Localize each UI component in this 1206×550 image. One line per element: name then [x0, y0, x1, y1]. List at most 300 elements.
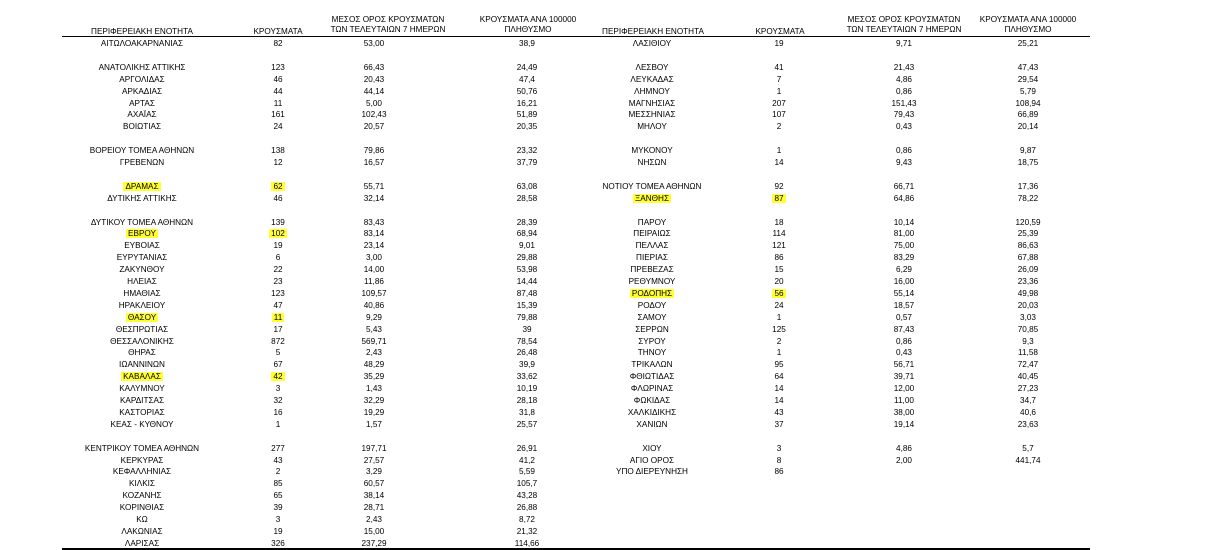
cases-value: 18 — [774, 217, 784, 227]
avg7-value: 21,43 — [893, 62, 915, 72]
header-avg7-right-line2: ΤΩΝ ΤΕΛΕΥΤΑΙΩΝ 7 ΗΜΕΡΩΝ — [846, 25, 962, 34]
cases-value: 14 — [774, 384, 784, 394]
cases-value: 64 — [774, 372, 784, 382]
avg7-value: 20,57 — [363, 122, 385, 132]
cell-per100k — [958, 312, 1098, 323]
avg7-value: 20,43 — [363, 74, 385, 84]
per100k-value: 23,32 — [516, 146, 538, 156]
avg7-value: 35,29 — [363, 372, 385, 382]
cell-cases — [709, 217, 849, 228]
avg7-value: 0,43 — [896, 348, 912, 358]
cell-cases — [709, 121, 849, 132]
cases-value: 107 — [772, 110, 786, 120]
region-value: ΑΝΑΤΟΛΙΚΗΣ ΑΤΤΙΚΗΣ — [98, 62, 186, 72]
cell-region — [72, 288, 212, 299]
cell-region — [72, 312, 212, 323]
region-value: ΚΩ — [136, 515, 148, 524]
cases-value: 37 — [774, 419, 784, 429]
region-value: ΘΑΣΟΥ — [127, 312, 157, 322]
cell-per100k — [457, 157, 597, 168]
cell-avg7 — [834, 157, 974, 168]
avg7-value: 3,29 — [366, 467, 382, 477]
cases-value: 123 — [271, 62, 285, 72]
cases-value: 19 — [774, 39, 784, 48]
per100k-value: 27,23 — [1017, 384, 1039, 394]
cell-avg7 — [304, 419, 444, 430]
cases-value: 32 — [273, 396, 283, 405]
region-value: ΞΑΝΘΗΣ — [634, 193, 670, 203]
region-value: ΤΗΝΟΥ — [637, 348, 667, 358]
per100k-value: 23,36 — [1017, 277, 1039, 286]
cell-cases — [709, 336, 849, 347]
per100k-value: 20,03 — [1017, 300, 1039, 310]
cell-region — [582, 419, 722, 430]
region-value: ΚΕΦΑΛΛΗΝΙΑΣ — [112, 467, 172, 477]
cell-cases — [709, 371, 849, 382]
region-value: ΠΕΛΛΑΣ — [635, 241, 669, 251]
cell-per100k — [457, 502, 597, 513]
cases-value: 872 — [271, 336, 285, 346]
region-value: ΕΥΡΥΤΑΝΙΑΣ — [116, 253, 168, 263]
avg7-value: 5,43 — [366, 324, 382, 334]
cell-region — [72, 217, 212, 228]
cell-avg7 — [304, 300, 444, 311]
cell-region — [72, 395, 212, 406]
cell-region — [72, 86, 212, 97]
cases-value: 1 — [776, 146, 782, 156]
cell-cases — [709, 466, 849, 477]
region-value: ΔΡΑΜΑΣ — [125, 181, 159, 191]
avg7-value: 19,14 — [893, 419, 915, 429]
avg7-value: 2,43 — [366, 515, 382, 524]
cell-per100k — [958, 157, 1098, 168]
region-value: ΦΛΩΡΙΝΑΣ — [630, 384, 674, 394]
cell-cases — [709, 419, 849, 430]
per100k-value: 18,75 — [1017, 158, 1039, 167]
cell-cases — [709, 145, 849, 156]
per100k-value: 21,32 — [516, 526, 538, 536]
cell-per100k — [958, 300, 1098, 311]
per100k-value: 87,48 — [516, 288, 538, 298]
region-value: ΡΕΘΥΜΝΟΥ — [628, 277, 676, 286]
cell-per100k — [958, 347, 1098, 358]
avg7-value: 28,71 — [363, 503, 385, 513]
cases-value: 16 — [273, 407, 283, 417]
avg7-value: 0,57 — [896, 312, 912, 322]
header-avg7-left-line1: ΜΕΣΟΣ ΟΡΟΣ ΚΡΟΥΣΜΑΤΩΝ — [331, 15, 445, 24]
cell-cases — [709, 276, 849, 287]
region-value: ΗΡΑΚΛΕΙΟΥ — [118, 300, 166, 310]
per100k-value: 9,01 — [519, 241, 535, 251]
cell-region — [582, 121, 722, 132]
cell-region — [72, 38, 212, 49]
cell-region — [582, 455, 722, 466]
cases-value: 82 — [273, 39, 283, 48]
avg7-value: 38,00 — [893, 407, 915, 417]
region-value: ΑΧΑΪΑΣ — [127, 110, 157, 120]
cell-avg7 — [304, 228, 444, 239]
cell-avg7 — [834, 145, 974, 156]
cell-region — [582, 240, 722, 251]
cell-per100k — [958, 38, 1098, 49]
avg7-value: 32,29 — [363, 396, 385, 405]
cell-avg7 — [304, 276, 444, 287]
per100k-value: 3,03 — [1020, 312, 1036, 322]
cell-region — [72, 526, 212, 537]
region-value: ΜΕΣΣΗΝΙΑΣ — [628, 110, 676, 120]
cell-avg7 — [304, 109, 444, 120]
cell-region — [72, 157, 212, 168]
cell-region — [582, 252, 722, 263]
cases-value: 17 — [273, 324, 283, 334]
cell-per100k — [958, 252, 1098, 263]
cell-avg7 — [304, 466, 444, 477]
region-value: ΔΥΤΙΚΗΣ ΑΤΤΙΚΗΣ — [107, 193, 177, 203]
avg7-value: 0,43 — [896, 122, 912, 132]
cases-value: 42 — [273, 372, 283, 382]
cell-region — [72, 228, 212, 239]
cell-per100k — [457, 98, 597, 109]
cell-per100k — [457, 240, 597, 251]
avg7-value: 66,43 — [363, 62, 385, 72]
per100k-value: 86,63 — [1017, 241, 1039, 251]
cell-avg7 — [304, 371, 444, 382]
region-value: ΑΓΙΟ ΟΡΟΣ — [629, 455, 675, 465]
region-value: ΚΑΡΔΙΤΣΑΣ — [119, 396, 165, 405]
cell-region — [72, 240, 212, 251]
per100k-value: 9,3 — [1022, 336, 1034, 346]
cell-avg7 — [304, 121, 444, 132]
avg7-value: 11,86 — [364, 277, 384, 286]
avg7-value: 0,86 — [896, 336, 912, 346]
cell-avg7 — [304, 490, 444, 501]
cases-value: 41 — [774, 62, 784, 72]
cell-region — [582, 86, 722, 97]
avg7-value: 9,29 — [366, 312, 382, 322]
avg7-value: 11,00 — [894, 396, 914, 405]
cell-avg7 — [834, 240, 974, 251]
per100k-value: 441,74 — [1015, 455, 1041, 465]
cell-per100k — [457, 383, 597, 394]
header-region-right: ΠΕΡΙΦΕΡΕΙΑΚΗ ΕΝΟΤΗΤΑ — [602, 27, 704, 36]
per100k-value: 34,7 — [1020, 396, 1036, 405]
per100k-value: 26,09 — [1017, 265, 1039, 275]
cell-avg7 — [834, 419, 974, 430]
cell-per100k — [958, 181, 1098, 192]
per100k-value: 68,94 — [516, 229, 538, 239]
cell-avg7 — [834, 98, 974, 109]
per100k-value: 17,36 — [1017, 181, 1039, 191]
cases-value: 207 — [772, 98, 786, 108]
avg7-value: 2,00 — [896, 455, 912, 465]
cases-value: 14 — [774, 158, 784, 167]
avg7-value: 40,86 — [363, 300, 385, 310]
cell-per100k — [457, 109, 597, 120]
cell-per100k — [958, 288, 1098, 299]
region-value: ΧΙΟΥ — [642, 443, 662, 453]
header-avg7-right-line1: ΜΕΣΟΣ ΟΡΟΣ ΚΡΟΥΣΜΑΤΩΝ — [847, 15, 961, 24]
cell-cases — [709, 407, 849, 418]
region-value: ΛΑΡΙΣΑΣ — [124, 538, 160, 548]
per100k-value: 26,88 — [516, 503, 538, 513]
cell-region — [72, 347, 212, 358]
per100k-value: 25,21 — [1017, 39, 1039, 48]
cell-region — [582, 109, 722, 120]
avg7-value: 1,57 — [366, 419, 382, 429]
region-value: ΜΗΛΟΥ — [637, 122, 667, 132]
cell-per100k — [457, 514, 597, 525]
per100k-value: 11,58 — [1018, 348, 1038, 358]
region-value: ΧΑΝΙΩΝ — [636, 419, 668, 429]
cases-value: 85 — [273, 479, 283, 489]
avg7-value: 32,14 — [363, 193, 385, 203]
avg7-value: 83,43 — [363, 217, 385, 227]
region-value: ΣΥΡΟΥ — [638, 336, 666, 346]
avg7-value: 12,00 — [893, 384, 915, 394]
cell-region — [582, 336, 722, 347]
avg7-value: 2,43 — [366, 348, 382, 358]
cell-avg7 — [834, 74, 974, 85]
avg7-value: 83,14 — [363, 229, 385, 239]
cell-per100k — [457, 395, 597, 406]
cell-avg7 — [304, 336, 444, 347]
region-value: ΑΡΚΑΔΙΑΣ — [121, 86, 163, 96]
cases-value: 1 — [275, 419, 281, 429]
per100k-value: 105,7 — [516, 479, 538, 489]
avg7-value: 102,43 — [361, 110, 387, 120]
per100k-value: 29,88 — [516, 253, 538, 263]
cell-avg7 — [304, 347, 444, 358]
per100k-value: 9,87 — [1020, 146, 1036, 156]
cell-avg7 — [834, 86, 974, 97]
cell-region — [582, 371, 722, 382]
cell-avg7 — [304, 526, 444, 537]
cell-avg7 — [304, 407, 444, 418]
cell-avg7 — [834, 264, 974, 275]
avg7-value: 151,43 — [891, 98, 917, 108]
cell-per100k — [457, 228, 597, 239]
cell-per100k — [457, 324, 597, 335]
cell-region — [72, 538, 212, 549]
per100k-value: 39,9 — [519, 360, 535, 370]
region-value: ΒΟΡΕΙΟΥ ΤΟΜΕΑ ΑΘΗΝΩΝ — [89, 146, 195, 156]
cell-avg7 — [304, 538, 444, 549]
cell-per100k — [457, 252, 597, 263]
avg7-value: 0,86 — [896, 86, 912, 96]
region-value: ΚΑΒΑΛΑΣ — [123, 372, 161, 382]
cell-per100k — [457, 86, 597, 97]
cell-avg7 — [834, 336, 974, 347]
cell-per100k — [457, 478, 597, 489]
cell-avg7 — [304, 86, 444, 97]
cell-avg7 — [834, 455, 974, 466]
cell-per100k — [958, 62, 1098, 73]
cell-avg7 — [834, 109, 974, 120]
cases-value: 6 — [275, 253, 281, 263]
per100k-value: 33,62 — [516, 372, 538, 382]
cell-region — [72, 324, 212, 335]
cell-region — [72, 181, 212, 192]
cell-per100k — [958, 109, 1098, 120]
region-value: ΛΕΣΒΟΥ — [635, 62, 669, 72]
cell-per100k — [457, 145, 597, 156]
cell-region — [582, 395, 722, 406]
cases-value: 121 — [772, 241, 786, 251]
cell-per100k — [958, 336, 1098, 347]
per100k-value: 37,79 — [516, 158, 538, 167]
avg7-value: 569,71 — [361, 336, 387, 346]
header-cases-right: ΚΡΟΥΣΜΑΤΑ — [755, 27, 805, 36]
per100k-value: 49,98 — [1017, 288, 1039, 298]
cell-per100k — [958, 383, 1098, 394]
cell-region — [582, 347, 722, 358]
region-value: ΦΘΙΩΤΙΔΑΣ — [629, 372, 675, 382]
region-value: ΗΜΑΘΙΑΣ — [123, 288, 161, 298]
header-region-left: ΠΕΡΙΦΕΡΕΙΑΚΗ ΕΝΟΤΗΤΑ — [91, 27, 193, 36]
cell-per100k — [958, 443, 1098, 454]
cases-value: 1 — [776, 312, 782, 322]
region-value: ΠΙΕΡΙΑΣ — [636, 253, 668, 263]
region-value: ΛΗΜΝΟΥ — [634, 86, 670, 96]
cell-avg7 — [834, 359, 974, 370]
cell-region — [72, 359, 212, 370]
region-value: ΚΕΝΤΡΙΚΟΥ ΤΟΜΕΑ ΑΘΗΝΩΝ — [84, 443, 200, 453]
cell-per100k — [457, 181, 597, 192]
cell-cases — [709, 383, 849, 394]
per100k-value: 5,79 — [1020, 86, 1036, 96]
region-value: ΝΗΣΩΝ — [637, 158, 667, 167]
cell-cases — [709, 312, 849, 323]
cases-value: 19 — [273, 241, 283, 251]
cell-per100k — [958, 407, 1098, 418]
cell-region — [72, 193, 212, 204]
cell-region — [582, 62, 722, 73]
cell-cases — [709, 264, 849, 275]
avg7-value: 27,57 — [363, 455, 385, 465]
avg7-value: 38,14 — [363, 491, 385, 501]
per100k-value: 24,49 — [516, 62, 538, 72]
cases-value: 43 — [273, 455, 283, 465]
cell-avg7 — [304, 38, 444, 49]
cell-avg7 — [304, 514, 444, 525]
cell-avg7 — [304, 62, 444, 73]
cases-value: 8 — [776, 455, 782, 465]
avg7-value: 237,29 — [361, 538, 387, 548]
cell-per100k — [958, 359, 1098, 370]
per100k-value: 26,48 — [516, 348, 538, 358]
cell-per100k — [958, 264, 1098, 275]
cell-region — [72, 336, 212, 347]
cases-value: 20 — [774, 277, 784, 286]
cases-value: 3 — [275, 384, 281, 394]
cell-per100k — [958, 98, 1098, 109]
cell-avg7 — [834, 288, 974, 299]
cell-region — [582, 98, 722, 109]
cell-per100k — [457, 300, 597, 311]
cases-value: 67 — [273, 360, 283, 370]
cases-value: 95 — [774, 360, 784, 370]
cell-cases — [709, 228, 849, 239]
region-value: ΚΕΑΣ - ΚΥΘΝΟΥ — [110, 419, 174, 429]
cell-cases — [709, 98, 849, 109]
cell-avg7 — [834, 395, 974, 406]
per100k-value: 72,47 — [1017, 360, 1039, 370]
region-value: ΘΗΡΑΣ — [128, 348, 156, 358]
cell-avg7 — [834, 217, 974, 228]
cell-region — [582, 288, 722, 299]
cell-per100k — [958, 419, 1098, 430]
cell-avg7 — [304, 98, 444, 109]
per100k-value: 29,54 — [1017, 74, 1039, 84]
per100k-value: 31,8 — [519, 407, 535, 417]
region-value: ΦΩΚΙΔΑΣ — [633, 396, 671, 405]
cell-region — [72, 478, 212, 489]
avg7-value: 18,57 — [893, 300, 915, 310]
per100k-value: 63,08 — [516, 181, 538, 191]
header-cases-left: ΚΡΟΥΣΜΑΤΑ — [253, 27, 303, 36]
cell-region — [72, 276, 212, 287]
avg7-value: 14,00 — [363, 265, 385, 275]
cell-region — [582, 443, 722, 454]
cell-avg7 — [834, 276, 974, 287]
per100k-value: 39 — [522, 324, 532, 334]
avg7-value: 197,71 — [361, 443, 387, 453]
cell-region — [72, 264, 212, 275]
per100k-value: 25,39 — [1017, 229, 1039, 239]
cell-per100k — [958, 324, 1098, 335]
cell-avg7 — [304, 455, 444, 466]
avg7-value: 66,71 — [893, 181, 915, 191]
cell-region — [72, 109, 212, 120]
cases-value: 1 — [776, 86, 782, 96]
per100k-value: 78,22 — [1017, 193, 1039, 203]
cell-region — [72, 98, 212, 109]
cases-value: 86 — [774, 253, 784, 263]
region-value: ΚΑΛΥΜΝΟΥ — [119, 384, 165, 394]
region-value: ΝΟΤΙΟΥ ΤΟΜΕΑ ΑΘΗΝΩΝ — [602, 181, 702, 191]
per100k-value: 66,89 — [1017, 110, 1039, 120]
cell-region — [72, 121, 212, 132]
region-value: ΛΑΣΙΘΙΟΥ — [632, 39, 672, 48]
avg7-value: 6,29 — [896, 265, 912, 275]
cases-value: 92 — [774, 181, 784, 191]
cases-value: 139 — [271, 217, 285, 227]
avg7-value: 16,57 — [363, 158, 385, 167]
cases-value: 3 — [275, 515, 281, 524]
cell-per100k — [457, 121, 597, 132]
region-value: ΣΕΡΡΩΝ — [635, 324, 669, 334]
region-value: ΕΒΡΟΥ — [128, 229, 156, 239]
per100k-value: 14,44 — [516, 277, 538, 286]
cell-cases — [709, 109, 849, 120]
per100k-value: 15,39 — [516, 300, 538, 310]
cell-cases — [709, 240, 849, 251]
cell-cases — [709, 395, 849, 406]
cell-region — [582, 264, 722, 275]
avg7-value: 75,00 — [893, 241, 915, 251]
avg7-value: 79,86 — [363, 146, 385, 156]
cell-avg7 — [834, 312, 974, 323]
cell-per100k — [457, 359, 597, 370]
cell-avg7 — [304, 264, 444, 275]
cell-cases — [709, 252, 849, 263]
region-value: ΚΟΖΑΝΗΣ — [122, 491, 162, 501]
cell-region — [72, 490, 212, 501]
cell-region — [72, 300, 212, 311]
per100k-value: 8,72 — [519, 515, 535, 524]
cell-region — [582, 276, 722, 287]
cell-avg7 — [834, 181, 974, 192]
